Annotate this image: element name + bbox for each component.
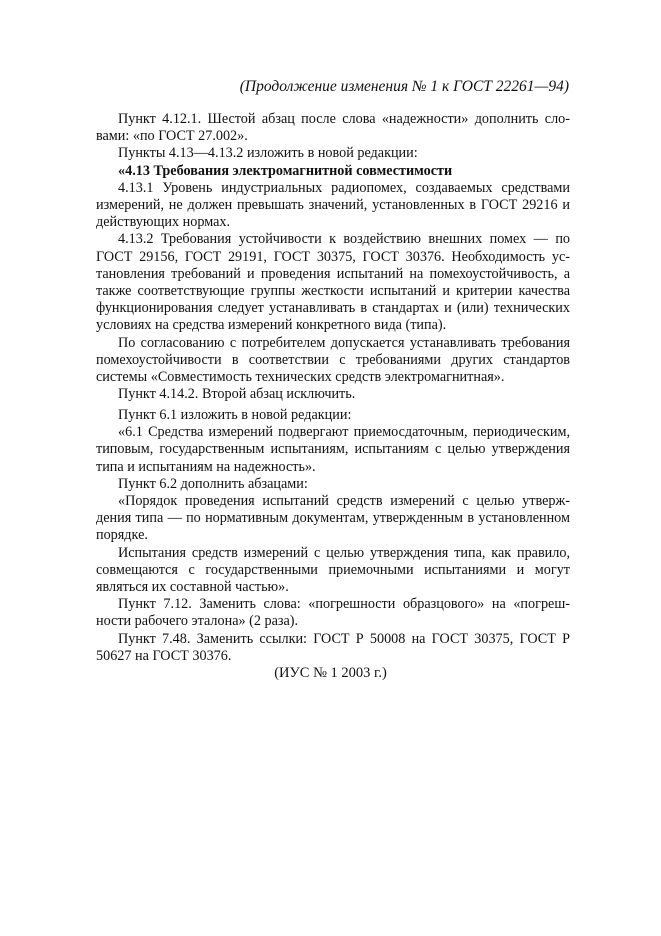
paragraph-consumer-agreement: По согласованию с потребителем допускается устанавливать требования помехоустойчивости в соответствии с требованиями других стандартов системы «Совместимость технических средств электромагнитная». — [96, 334, 570, 386]
amendments-section-4 — [96, 111, 570, 403]
heading-4-13: «4.13 Требования электромагнитной совместимости — [118, 162, 453, 179]
paragraph-4-12-1: Пункт 4.12.1. Шестой абзац после слова «надежности» дополнить словами: «по ГОСТ 27.002». — [96, 111, 570, 145]
paragraph-4-13-2: 4.13.2 Требования устойчивости к воздействию внешних помех — по ГОСТ 29156, ГОСТ 29191, ГОСТ 30375, ГОСТ 30376. Необходимость установления требований и проведения испытаний на помехоустойчивость, а также соответствующие группы жесткости испытаний и критерии качества функционирования следует устанавливать в стандартах и (или) технических условиях на средства измерений конкретного вида (типа). — [96, 231, 570, 334]
paragraph-6-2-intro: Пункт 6.2 дополнить абзацами: — [118, 475, 308, 492]
paragraph-4-14-2: Пункт 4.14.2. Второй абзац исключить. — [118, 386, 356, 403]
continuation-header: (Продолжение изменения № 1 к ГОСТ 22261—94) — [239, 78, 569, 95]
paragraph-7-12: Пункт 7.12. Заменить слова: «погрешности образцового» на «погрешности рабочего эталона» (2 раза). — [96, 596, 570, 630]
paragraph-4-13-intro: Пункты 4.13—4.13.2 изложить в новой редакции: — [118, 145, 418, 162]
source-footer: (ИУС № 1 2003 г.) — [274, 665, 387, 681]
paragraph-6-1: «6.1 Средства измерений подвергают приемосдаточным, периодическим, типовым, государственным испытаниям, испытаниям с целью утверждения типа и испытаниям на надежность». — [96, 424, 570, 475]
paragraph-6-2-procedure: «Порядок проведения испытаний средств измерений с целью утверждения типа — по нормативным документам, утвержденным в установленном порядке. — [96, 493, 570, 544]
paragraph-7-48: Пункт 7.48. Заменить ссылки: ГОСТ Р 50008 на ГОСТ 30375, ГОСТ Р 50627 на ГОСТ 30376. — [96, 630, 570, 664]
paragraph-4-13-1: 4.13.1 Уровень индустриальных радиопомех, создаваемых средствами измерений, не должен превышать значений, установленных в ГОСТ 29216 и действующих нормах. — [96, 179, 570, 231]
amendments-section-6-7 — [96, 407, 570, 665]
paragraph-6-1-intro: Пункт 6.1 изложить в новой редакции: — [118, 407, 352, 423]
paragraph-6-2-tests: Испытания средств измерений с целью утверждения типа, как правило, совмещаются с государственными приемочными испытаниями и могут являться их составной частью». — [96, 544, 570, 596]
